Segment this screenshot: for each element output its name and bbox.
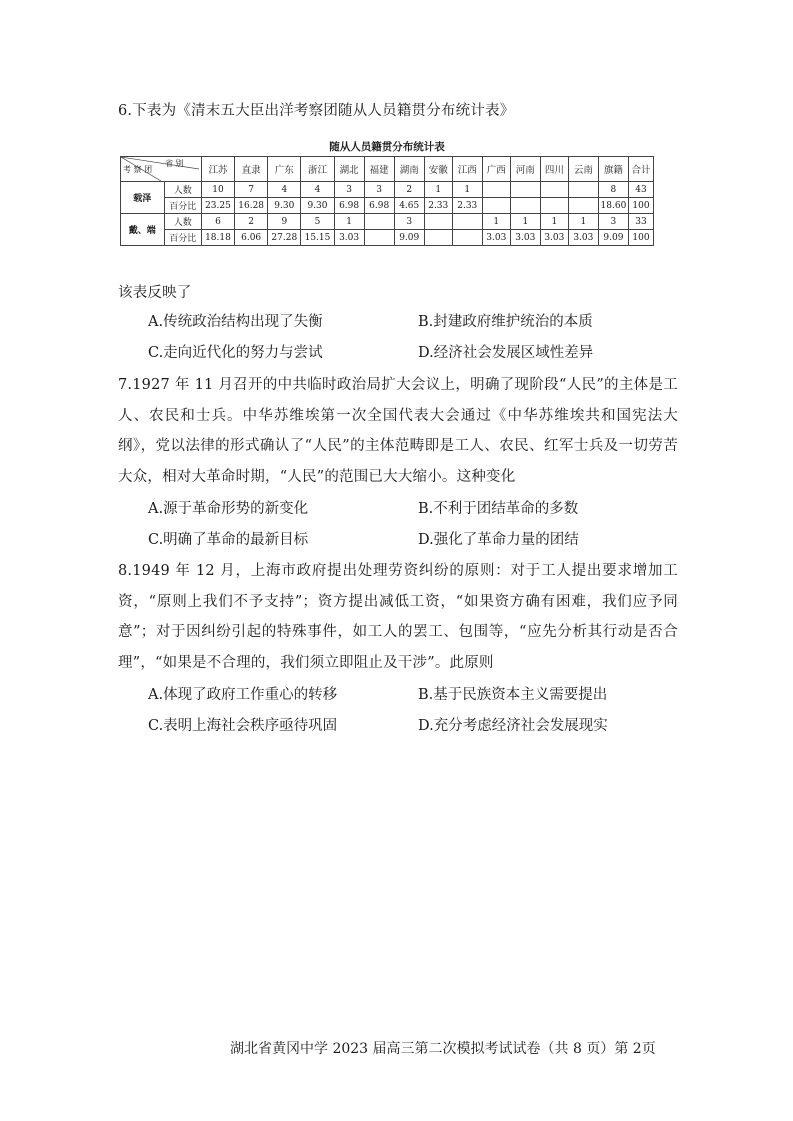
table-cell: 1	[568, 214, 598, 230]
table-cell: 7	[235, 182, 268, 198]
table-header-cell: 江西	[452, 157, 482, 182]
table-cell: 1	[452, 182, 482, 198]
q6-options	[148, 305, 688, 367]
table-header-cell: 安徽	[424, 157, 452, 182]
table-header-cell: 广东	[268, 157, 301, 182]
table-cell: 33	[628, 214, 653, 230]
table-cell: 9.30	[268, 198, 301, 214]
table-row	[121, 182, 654, 198]
table-cell	[510, 198, 540, 214]
table-cell	[482, 182, 510, 198]
table-row-label: 百分比	[164, 198, 201, 214]
q6-stem: 6.下表为《清末五大臣出洋考察团随从人员籍贯分布统计表》	[118, 103, 515, 119]
table-cell: 6.98	[364, 198, 394, 214]
table-row-label: 人数	[164, 182, 201, 198]
table-cell	[452, 230, 482, 246]
table-cell	[364, 214, 394, 230]
table-cell: 3.03	[540, 230, 568, 246]
table-cell: 3.03	[334, 230, 364, 246]
table-cell: 3.03	[482, 230, 510, 246]
q7-stem: 7.1927 年 11 月召开的中共临时政治局扩大会议上，明确了现阶段“人民”的主体是工人、农民和士兵。中华苏维埃第一次全国代表大会通过《中华苏维埃共和国宪法大纲》，党以法律的形式确认了“人民”的主体范畴即是工人、农民、红军士兵及一切劳苦大众，相对大革命时期，“人民”的范围已大大缩小。这种变化	[118, 377, 678, 485]
q7-option-b[interactable]: B.不利于团结革命的多数	[418, 501, 579, 517]
page-footer: 湖北省黄冈中学 2023 届高三第二次模拟考试试卷（共 8 页）第 2页	[230, 1041, 656, 1057]
table-cell	[568, 182, 598, 198]
table-row	[121, 214, 654, 230]
table-header-cell: 广西	[482, 157, 510, 182]
table-cell: 3	[598, 214, 628, 230]
table-cell: 2	[235, 214, 268, 230]
table-header-cell: 湖南	[394, 157, 424, 182]
corner-label-province: 省 别	[165, 159, 184, 168]
table-cell: 6.98	[334, 198, 364, 214]
table-cell	[482, 198, 510, 214]
table-cell	[424, 230, 452, 246]
table-group-cell: 戴、端	[121, 214, 165, 246]
q8-option-a[interactable]: A.体现了政府工作重心的转移	[148, 687, 338, 703]
table-cell	[568, 198, 598, 214]
table-header-cell: 湖北	[334, 157, 364, 182]
table-cell: 2.33	[424, 198, 452, 214]
table-cell: 6.06	[235, 230, 268, 246]
table-header-cell: 云南	[568, 157, 598, 182]
q6-option-b[interactable]: B.封建政府维护统治的本质	[418, 314, 593, 330]
q8-option-d[interactable]: D.充分考虑经济社会发展现实	[418, 718, 608, 734]
table-cell: 43	[628, 182, 653, 198]
table-cell: 9.30	[301, 198, 334, 214]
table-cell: 2	[394, 182, 424, 198]
table-cell: 9.09	[394, 230, 424, 246]
q7-option-d[interactable]: D.强化了革命力量的团结	[418, 532, 579, 548]
table-cell: 8	[598, 182, 628, 198]
table-cell: 100	[628, 198, 653, 214]
table-header-cell: 合计	[628, 157, 653, 182]
table-header-cell: 旗籍	[598, 157, 628, 182]
q6-option-d[interactable]: D.经济社会发展区域性差异	[418, 345, 594, 361]
table-cell: 27.28	[268, 230, 301, 246]
table-cell: 3	[394, 214, 424, 230]
q8-option-b[interactable]: B.基于民族资本主义需要提出	[418, 687, 608, 703]
table-group-cell: 载泽	[121, 182, 165, 214]
table-row	[121, 198, 654, 214]
q7-options	[148, 492, 688, 554]
table-cell	[540, 182, 568, 198]
q8-stem: 8.1949 年 12 月，上海市政府提出处理劳资纠纷的原则：对于工人提出要求增加工资，“原则上我们不予支持”；资方提出减低工资，“如果资方确有困难，我们应予同意”；对于因纠纷引起的特殊事件，如工人的罢工、包围等，“应先分析其行动是否合理”，“如果是不合理的，我们须立即阻止及干涉”。此原则	[118, 563, 678, 671]
table-cell: 1	[482, 214, 510, 230]
table-cell: 4	[268, 182, 301, 198]
table-cell: 18.18	[201, 230, 234, 246]
table-cell: 3.03	[510, 230, 540, 246]
table-cell: 3	[334, 182, 364, 198]
table-header-row	[121, 157, 654, 182]
table-cell	[510, 182, 540, 198]
q8-option-c[interactable]: C.表明上海社会秩序亟待巩固	[148, 718, 338, 734]
table-cell: 9	[268, 214, 301, 230]
table-cell: 10	[201, 182, 234, 198]
table-cell: 4	[301, 182, 334, 198]
table-header-cell: 四川	[540, 157, 568, 182]
table-cell	[540, 198, 568, 214]
table-header-cell: 福建	[364, 157, 394, 182]
table-cell: 9.09	[598, 230, 628, 246]
table-cell	[452, 214, 482, 230]
table-cell: 5	[301, 214, 334, 230]
distribution-table	[120, 138, 654, 256]
table-cell: 3.03	[568, 230, 598, 246]
table-header-cell: 浙江	[301, 157, 334, 182]
q7-option-a[interactable]: A.源于革命形势的新变化	[148, 501, 309, 517]
table-corner-cell	[121, 157, 202, 182]
corner-label-group: 考 察 团	[123, 165, 153, 174]
q6-option-c[interactable]: C.走向近代化的努力与尝试	[148, 345, 323, 361]
table-cell: 1	[334, 214, 364, 230]
distribution-grid	[120, 156, 654, 246]
table-cell: 2.33	[452, 198, 482, 214]
table-title: 随从人员籍贯分布统计表	[329, 141, 445, 153]
table-cell: 1	[510, 214, 540, 230]
table-cell: 18.60	[598, 198, 628, 214]
table-header-cell: 直隶	[235, 157, 268, 182]
table-cell: 1	[424, 182, 452, 198]
q6-option-a[interactable]: A.传统政治结构出现了失衡	[148, 314, 323, 330]
table-cell: 100	[628, 230, 653, 246]
table-cell: 1	[540, 214, 568, 230]
table-cell: 23.25	[201, 198, 234, 214]
table-header-cell: 河南	[510, 157, 540, 182]
table-cell	[364, 230, 394, 246]
table-cell: 3	[364, 182, 394, 198]
q6-lead: 该表反映了	[118, 285, 192, 301]
table-cell: 15.15	[301, 230, 334, 246]
q7-option-c[interactable]: C.明确了革命的最新目标	[148, 532, 309, 548]
table-row-label: 百分比	[164, 230, 201, 246]
table-cell: 16.28	[235, 198, 268, 214]
table-cell: 6	[201, 214, 234, 230]
table-header-cell: 江苏	[201, 157, 234, 182]
table-row	[121, 230, 654, 246]
table-row-label: 人数	[164, 214, 201, 230]
q8-options	[148, 678, 688, 740]
table-cell: 4.65	[394, 198, 424, 214]
table-cell	[424, 214, 452, 230]
